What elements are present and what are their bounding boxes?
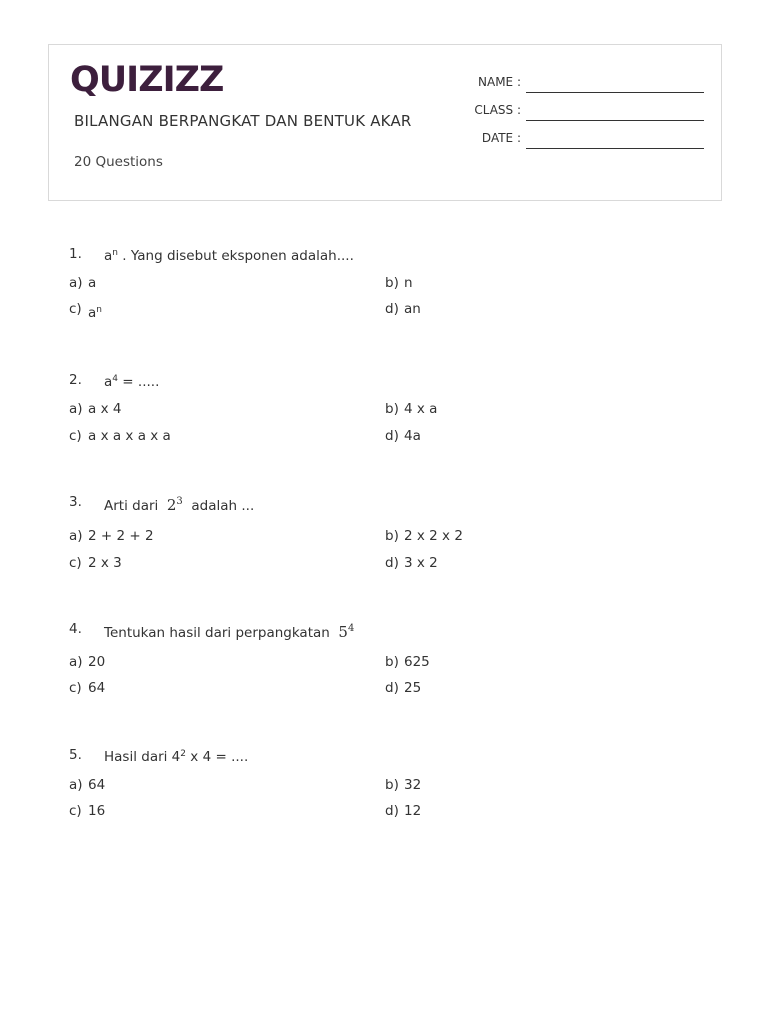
class-label: CLASS : [474, 103, 521, 117]
option-b[interactable]: b) 625 [385, 654, 430, 670]
question-text: $a^n$ . Yang disebut eksponen adalah.... [104, 248, 354, 264]
option-d[interactable]: d) 25 [385, 680, 422, 696]
question-text: Tentukan hasil dari perpangkatan $5^4$ [104, 623, 355, 641]
option-b[interactable]: b) 4 x a [385, 401, 438, 417]
question-number: 5. [69, 747, 82, 763]
worksheet-header [48, 44, 722, 201]
question-text: Arti dari $2^3$ adalah ... [104, 496, 255, 514]
date-field[interactable] [469, 127, 704, 149]
option-b[interactable]: b) 32 [385, 777, 422, 793]
date-label: DATE : [481, 131, 521, 145]
question-number: 1. [69, 246, 82, 262]
question-text: Hasil dari $4^2$ x 4 = .... [104, 749, 249, 765]
option-d[interactable]: d) 3 x 2 [385, 555, 438, 571]
class-field[interactable] [469, 99, 704, 121]
option-c[interactable]: c) $a^n$ [69, 301, 102, 321]
math-power: $5^4$ [338, 623, 355, 641]
question-number: 2. [69, 372, 82, 388]
option-d[interactable]: d) 12 [385, 803, 422, 819]
option-b[interactable]: b) 2 x 2 x 2 [385, 528, 463, 544]
option-c[interactable]: c) 16 [69, 803, 106, 819]
name-line [526, 92, 704, 93]
option-a[interactable]: a) 2 + 2 + 2 [69, 528, 154, 544]
question-number: 3. [69, 494, 82, 510]
worksheet-title: BILANGAN BERPANGKAT DAN BENTUK AKAR [74, 112, 412, 130]
name-field[interactable] [469, 71, 704, 93]
option-c[interactable]: c) 2 x 3 [69, 555, 122, 571]
quizizz-logo: QUIZIZZ [70, 60, 224, 100]
option-c[interactable]: c) 64 [69, 680, 106, 696]
date-line [526, 148, 704, 149]
option-a[interactable]: a) 20 [69, 654, 106, 670]
option-b[interactable]: b) n [385, 275, 413, 291]
question-text: $a^4$ = ..... [104, 374, 160, 390]
option-d[interactable]: d) 4a [385, 428, 421, 444]
option-a[interactable]: a) a [69, 275, 97, 291]
option-c[interactable]: c) a x a x a x a [69, 428, 171, 444]
class-line [526, 120, 704, 121]
option-a[interactable]: a) a x 4 [69, 401, 122, 417]
math-power: $2^3$ [166, 496, 183, 514]
name-label: NAME : [478, 75, 521, 89]
option-d[interactable]: d) an [385, 301, 421, 317]
question-count: 20 Questions [74, 154, 163, 170]
question-number: 4. [69, 621, 82, 637]
option-a[interactable]: a) 64 [69, 777, 106, 793]
